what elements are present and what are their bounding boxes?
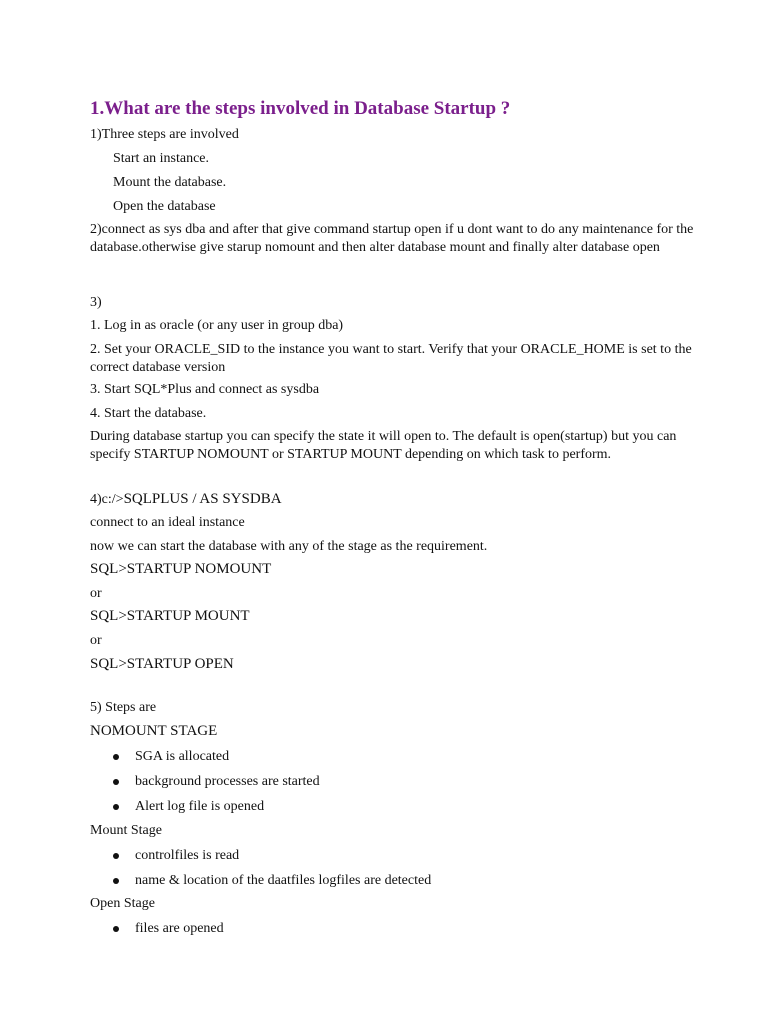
answer1-intro: 1)Three steps are involved [90, 127, 239, 142]
sql-command-open: SQL>STARTUP OPEN [90, 656, 234, 672]
answer3-item: 2. Set your ORACLE_SID to the instance you want to start. Verify that your ORACLE_HOME is set to the correct database version [90, 342, 692, 375]
nomount-stage-heading: NOMOUNT STAGE [90, 723, 218, 739]
sql-command-nomount: SQL>STARTUP NOMOUNT [90, 561, 272, 577]
bullet-icon [113, 779, 119, 785]
or-separator: or [90, 586, 102, 601]
bullet-icon [113, 754, 119, 760]
answer3-item: 3. Start SQL*Plus and connect as sysdba [90, 382, 320, 397]
answer4-line: connect to an ideal instance [90, 515, 245, 530]
bullet-icon [113, 804, 119, 810]
answer2-paragraph: 2)connect as sys dba and after that give command startup open if u dont want to do any maintenance for the database.otherwise give starup nomount and then alter database mount and finally alter database open [90, 222, 694, 255]
answer3-item: 1. Log in as oracle (or any user in group dba) [90, 318, 344, 333]
answer4-command: SQLPLUS / AS SYSDBA [123, 491, 282, 507]
document-page: 1.What are the steps involved in Database Startup ? 1)Three steps are involved Start an instance. Mount the database. Open the database 2)connect as sys dba and after that give command startup open if u dont want to do any maintenance for the database.otherwise give starup nomount and then alter database mount and finally alter database open 3) 1. Log in as oracle (or any user in group dba) 2. Set your ORACLE_SID to the instance you want to start. Verify that your ORACLE_HOME is set to the correct database version 3. Start SQL*Plus and connect as sysdba 4. Start the database. During database startup you can specify the state it will open to. The default is open(startup) but you can specify STARTUP NOMOUNT or STARTUP MOUNT depending on which task to perform. 4)c:/>SQLPLUS / AS SYSDBA connect to an ideal instance now we can start the database with any of the stage as the requirement. SQL>STARTUP NOMOUNT or SQL>STARTUP MOUNT or SQL>STARTUP OPEN 5) Steps are NOMOUNT STAGE SGA is allocated background processes are started Alert log file is opened Mount Stage controlfiles is read name & location of the daatfiles logfiles are detected Open Stage files are opened [0, 0, 768, 1024]
bullet-icon [113, 853, 119, 859]
question-title: 1.What are the steps involved in Database Startup ? [90, 98, 511, 119]
answer5-intro: 5) Steps are [90, 700, 157, 715]
answer4-command-line [90, 490, 282, 509]
answer1-step: Open the database [113, 199, 216, 214]
answer1-step: Mount the database. [113, 175, 227, 190]
answer1-step: Start an instance. [113, 151, 210, 166]
sql-command-mount: SQL>STARTUP MOUNT [90, 608, 250, 624]
or-separator: or [90, 633, 102, 648]
open-stage-heading: Open Stage [90, 896, 155, 911]
answer4-line: now we can start the database with any of the stage as the requirement. [90, 539, 488, 554]
answer3-item: 4. Start the database. [90, 406, 207, 421]
bullet-icon [113, 926, 119, 932]
answer3-label: 3) [90, 295, 102, 310]
bullet-icon [113, 878, 119, 884]
answer4-prefix: 4)c:/> [90, 492, 124, 507]
mount-stage-heading: Mount Stage [90, 823, 162, 838]
answer3-note: During database startup you can specify the state it will open to. The default is open(startup) but you can specify STARTUP NOMOUNT or STARTUP MOUNT depending on which task to perform. [90, 429, 677, 462]
